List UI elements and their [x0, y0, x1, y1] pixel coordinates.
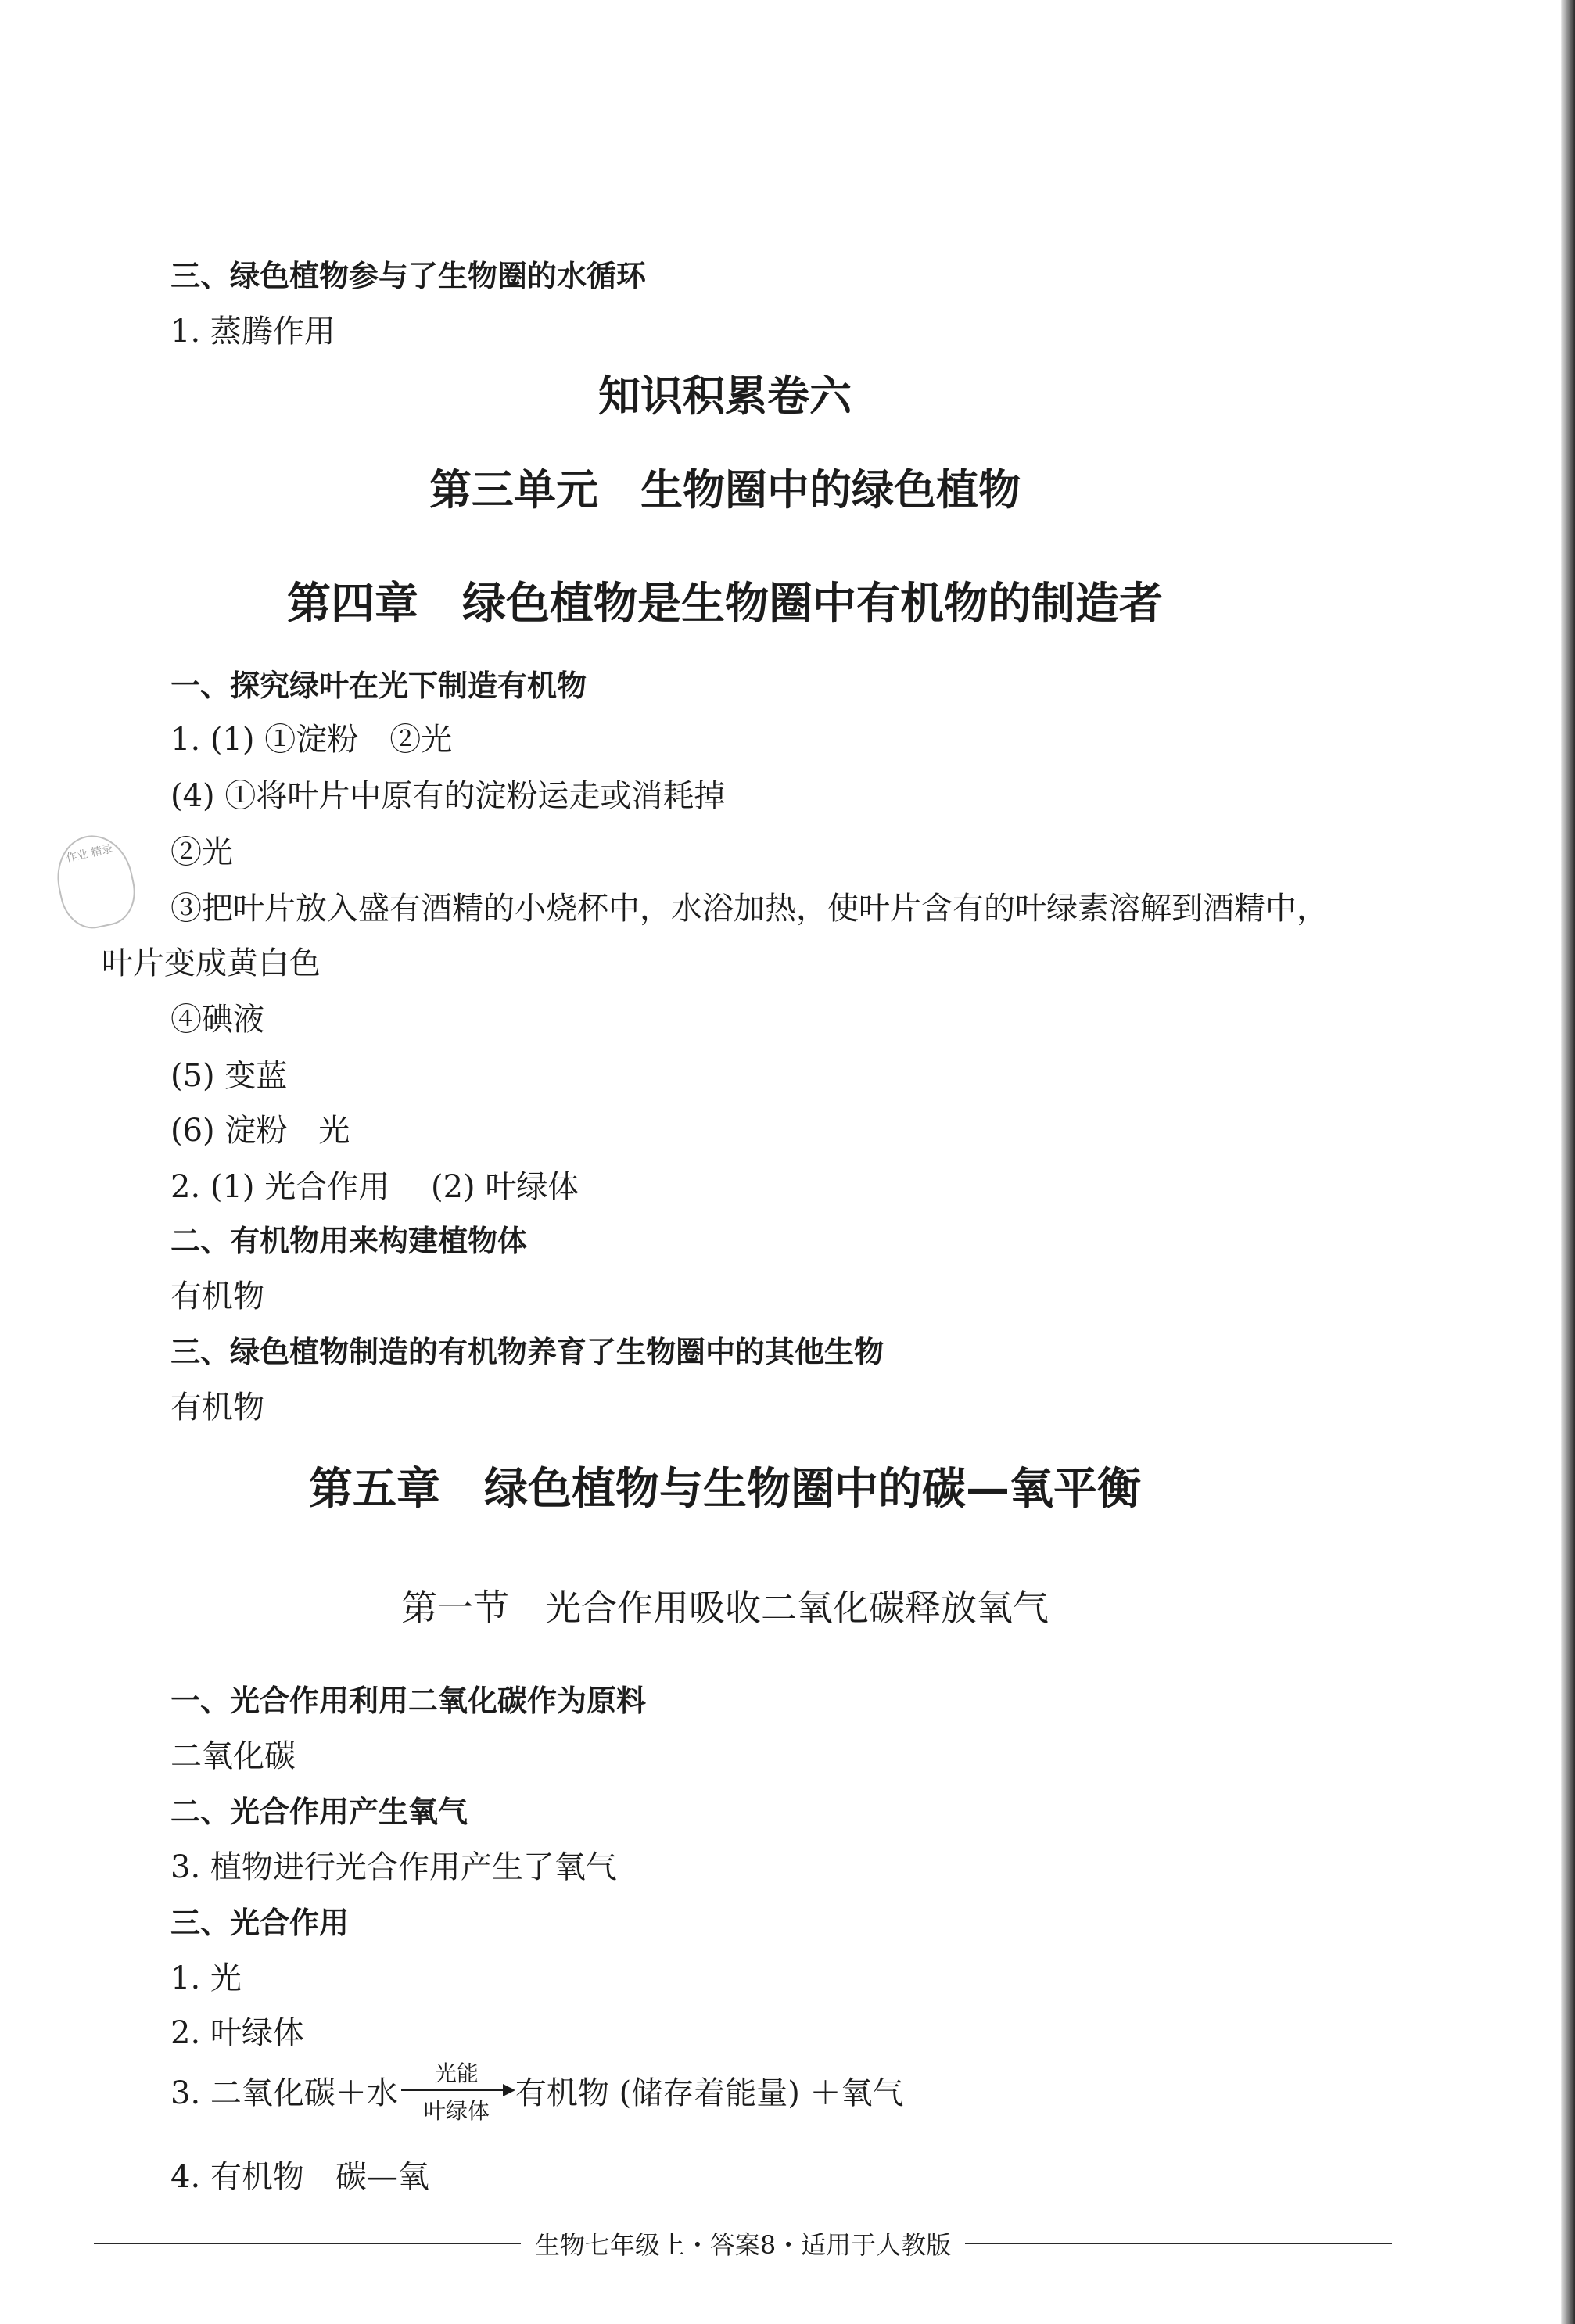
- answer-line: 1. 光: [170, 1960, 242, 1996]
- section-heading: 三、光合作用: [170, 1906, 350, 1940]
- answer-line: 二氧化碳: [170, 1738, 296, 1774]
- answer-line: (5) 变蓝: [170, 1058, 288, 1094]
- section-heading: 二、有机物用来构建植物体: [170, 1224, 528, 1258]
- answer-line: ④碘液: [170, 1002, 264, 1038]
- section-heading: 一、探究绿叶在光下制造有机物: [170, 669, 587, 703]
- answer-line: 3. 植物进行光合作用产生了氧气: [170, 1849, 617, 1885]
- arrow-condition-top: 光能: [434, 2060, 479, 2086]
- section-heading: 三、绿色植物制造的有机物养育了生物圈中的其他生物: [170, 1335, 884, 1369]
- equation-reactants: 3. 二氧化碳＋水: [170, 2075, 398, 2111]
- answer-line: 有机物: [170, 1390, 264, 1426]
- section-heading: 一、光合作用利用二氧化碳作为原料: [170, 1684, 647, 1718]
- answer-line: ③把叶片放入盛有酒精的小烧杯中，水浴加热，使叶片含有的叶绿素溶解到酒精中，: [170, 891, 1328, 927]
- footer-text: 生物七年级上・答案8・适用于人教版: [534, 2230, 952, 2260]
- answer-line: 1. (1) ①淀粉 ②光: [170, 722, 453, 758]
- section-heading: 三、绿色植物参与了生物圈的水循环: [170, 259, 647, 293]
- page-title: 知识积累卷六: [598, 371, 852, 421]
- answer-line: 1. 蒸腾作用: [170, 314, 335, 350]
- reaction-arrow: [398, 2055, 515, 2125]
- answer-line: ②光: [170, 834, 233, 870]
- answer-line: (4) ①将叶片中原有的淀粉运走或消耗掉: [170, 778, 726, 814]
- equation-products: 有机物 (储存着能量) ＋氧气: [515, 2075, 904, 2111]
- footer-rule-left: [94, 2243, 521, 2244]
- answer-line: 2. (1) 光合作用 (2) 叶绿体: [170, 1169, 579, 1205]
- arrow-condition-bottom: 叶绿体: [423, 2098, 490, 2124]
- chapter-title: 第五章 绿色植物与生物圈中的碳—氧平衡: [309, 1464, 1141, 1515]
- stamp-text: 作业 精录: [65, 842, 114, 865]
- answer-line: 有机物: [170, 1279, 264, 1314]
- footer-rule-right: [965, 2243, 1392, 2244]
- chapter-title: 第四章 绿色植物是生物圈中有机物的制造者: [287, 579, 1163, 629]
- answer-line: 4. 有机物 碳—氧: [170, 2159, 429, 2195]
- page-edge-shadow: [1561, 0, 1575, 2324]
- unit-title: 第三单元 生物圈中的绿色植物: [429, 465, 1021, 515]
- answer-line: 叶片变成黄白色: [102, 945, 321, 981]
- page-footer: [94, 2225, 1392, 2261]
- photosynthesis-equation: [170, 2055, 904, 2125]
- answer-line: (6) 淀粉 光: [170, 1113, 350, 1149]
- answer-line: 2. 叶绿体: [170, 2015, 304, 2051]
- section-title: 第一节 光合作用吸收二氧化碳释放氧气: [401, 1587, 1049, 1629]
- watermark-stamp: [49, 828, 142, 934]
- section-heading: 二、光合作用产生氧气: [170, 1795, 468, 1829]
- arrow-shaft: [401, 2089, 508, 2091]
